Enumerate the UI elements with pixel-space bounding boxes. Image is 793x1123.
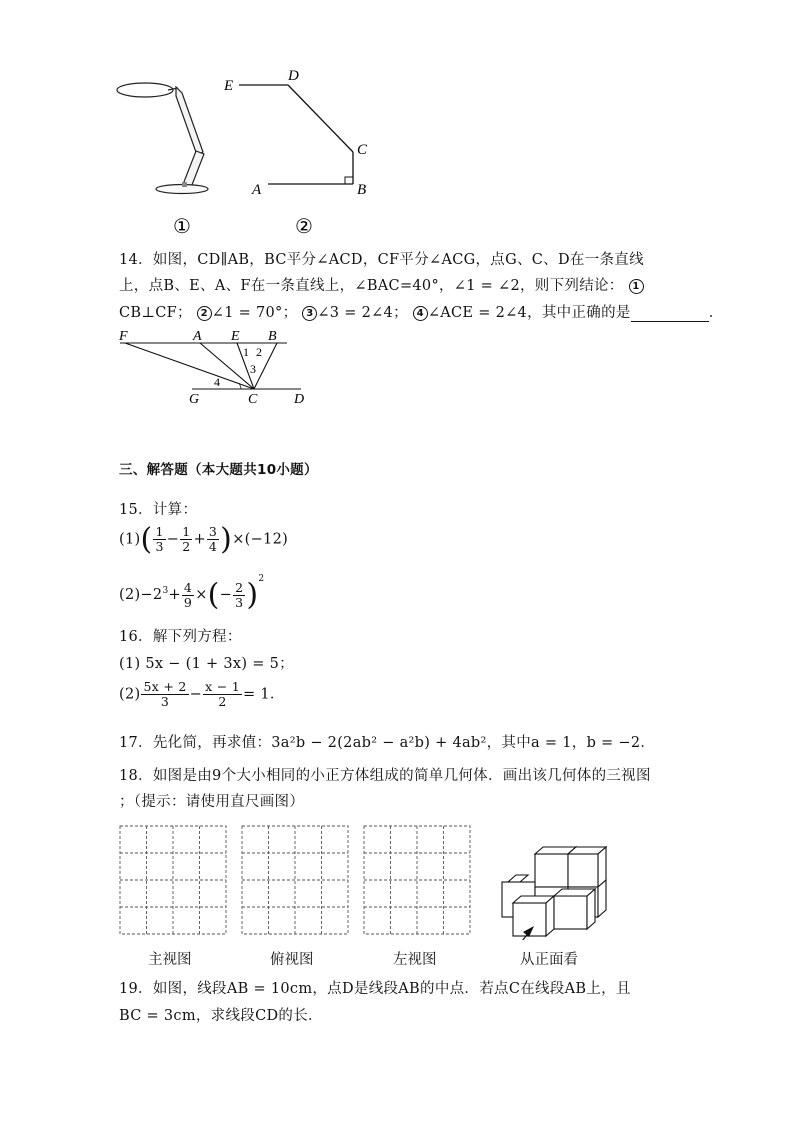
fig14-angle-1: 1 (243, 345, 249, 359)
figure-1-label: ① (173, 216, 191, 238)
fraction-5x2-3 (141, 680, 188, 709)
choice-4-marker: 4 (413, 306, 428, 321)
fraction-2-3 (233, 581, 245, 610)
operator: + (168, 587, 181, 603)
point-E-label: E (224, 78, 234, 94)
fig14-label-D: D (294, 392, 305, 407)
fig14-label-E: E (231, 329, 240, 344)
q15-part1 (119, 522, 288, 557)
close-paren: ) (246, 577, 259, 613)
fraction-3-4 (207, 525, 219, 554)
q14-line2 (119, 274, 644, 295)
grid-left-view[interactable] (364, 826, 470, 934)
point-C-label: C (357, 142, 368, 158)
q16-p2-tail: = 1． (243, 686, 285, 703)
numerator: 1 (155, 524, 164, 539)
fraction-1-2 (180, 525, 192, 554)
q15-part2 (119, 574, 264, 613)
fig14-label-C: C (248, 392, 258, 407)
operator: × (195, 587, 208, 603)
q15-title: 15．计算： (119, 502, 198, 518)
open-paren: ( (140, 522, 153, 557)
open-paren: ( (207, 577, 220, 613)
denominator: 3 (160, 694, 170, 709)
close-paren: ) (220, 522, 233, 557)
choice-4-text: ∠ACE = 2∠4，其中正确的是 (427, 305, 631, 321)
top-figures (110, 60, 410, 240)
fraction-4-9 (182, 581, 194, 610)
choice-2-marker: 2 (197, 306, 212, 321)
fraction-1-3 (153, 525, 165, 554)
caption-view-from-front: 从正面看 (520, 952, 578, 968)
numerator: x − 1 (205, 679, 241, 694)
fig14-label-G: G (189, 392, 200, 407)
fig14-label-A: A (193, 329, 202, 344)
caption-top-view: 俯视图 (270, 952, 314, 968)
point-D-label: D (288, 68, 299, 84)
choice-3-text: ∠3 = 2∠4； (317, 305, 408, 321)
cube-solid-figure (502, 847, 606, 936)
numerator: 5x + 2 (143, 679, 187, 694)
grid-top-view[interactable] (242, 826, 348, 934)
q19-line2: BC = 3cm，求线段CD的长． (119, 1008, 323, 1024)
exponent: 3 (162, 586, 169, 597)
numerator: 2 (235, 579, 244, 595)
caption-left-view: 左视图 (393, 952, 437, 968)
choice-1-text: CB⊥CF； (119, 305, 192, 321)
q14-line1: 14．如图，CD∥AB，BC平分∠ACD，CF平分∠ACG，点G、C、D在一条直线 (119, 252, 644, 268)
q18-line2: ；（提示：请使用直尺画图） (119, 794, 305, 810)
q14-line2-text: 上，点B、E、A、F在一条直线上，∠BAC=40°，∠1 = ∠2，则下列结论： (119, 278, 624, 294)
fig14-label-F: F (119, 329, 128, 344)
q16-part1: (1) 5x − (1 + 3x) = 5； (119, 656, 294, 672)
q14-line3 (119, 301, 724, 322)
fig14-angle-2: 2 (256, 345, 262, 359)
q17-text: 17．先化简，再求值：3a²b − 2(2ab² − a²b) + 4ab²，其中a = 1，b = −2． (119, 735, 656, 751)
q18-line1: 18．如图是由9个大小相同的小正方体组成的简单几何体．画出该几何体的三视图 (119, 768, 651, 784)
operator: − (219, 587, 233, 603)
caption-front-view: 主视图 (148, 952, 192, 968)
denominator: 3 (235, 594, 244, 610)
q14-figure (115, 325, 315, 407)
numerator: 4 (183, 579, 193, 595)
operator: − (166, 531, 180, 548)
choice-1-marker: 1 (629, 279, 644, 294)
q15-p1-label: (1) (119, 531, 141, 548)
q16-p2-label: (2) (119, 686, 141, 703)
q18-grids-and-solid (118, 822, 618, 940)
q15-p2-label: (2) (119, 587, 141, 603)
desk-lamp-figure (117, 83, 208, 194)
denominator: 9 (183, 594, 193, 610)
operator: − (189, 686, 203, 703)
operator: + (193, 531, 206, 548)
q16-title: 16．解下列方程： (119, 629, 242, 645)
denominator: 2 (182, 539, 191, 554)
q15-p1-tail: ×(−12) (232, 531, 289, 548)
q19-line1: 19．如图，线段AB = 10cm，点D是线段AB的中点．若点C在线段AB上，且 (119, 981, 631, 997)
denominator: 3 (155, 539, 164, 554)
choice-2-text: ∠1 = 70°； (211, 305, 298, 321)
fraction-x1-2 (203, 680, 242, 709)
choice-3-marker: 3 (302, 306, 317, 321)
denominator: 2 (218, 694, 227, 709)
q14-end: ． (708, 305, 724, 321)
q16-part2 (119, 680, 285, 709)
fig14-angle-3: 3 (250, 362, 256, 376)
polyline-figure (239, 85, 353, 184)
grid-front-view[interactable] (120, 826, 226, 934)
q15-p2-base: −2 (140, 587, 163, 603)
numerator: 3 (208, 524, 218, 539)
exponent: 2 (258, 574, 265, 584)
section-3-heading: 三、解答题（本大题共10小题） (119, 462, 318, 478)
point-A-label: A (252, 182, 262, 198)
denominator: 4 (208, 539, 218, 554)
numerator: 1 (182, 524, 191, 539)
answer-blank (631, 305, 709, 322)
fig14-label-B: B (268, 329, 277, 344)
point-B-label: B (357, 182, 367, 198)
figure-2-label: ② (295, 216, 313, 238)
fig14-angle-4: 4 (214, 375, 220, 389)
